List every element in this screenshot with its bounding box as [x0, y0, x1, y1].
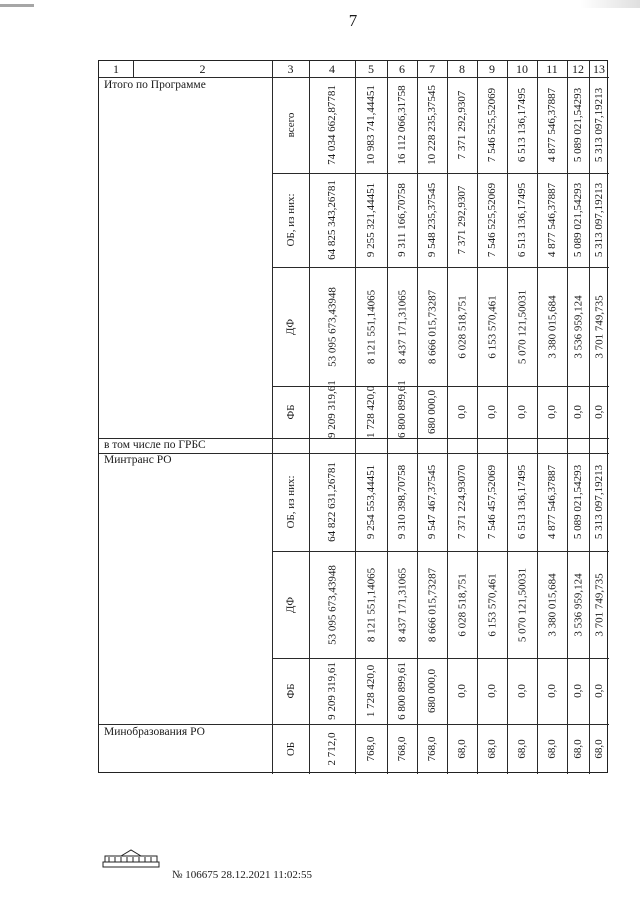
- value-cell: 8 437 171,31065: [396, 289, 408, 364]
- value-cell: 9 254 553,44451: [365, 464, 377, 540]
- value-cell: 4 877 546,37887: [546, 182, 558, 258]
- column-header: 4: [329, 62, 335, 76]
- value-cell: 6 513 136,17495: [516, 464, 528, 540]
- row-label: ФБ: [284, 404, 297, 420]
- value-cell: 8 666 015,73287: [426, 567, 438, 642]
- value-cell: 9 310 398,70758: [396, 464, 408, 540]
- value-cell: 768,0: [365, 736, 377, 762]
- value-cell: 53 095 673,43948: [326, 286, 338, 367]
- value-cell: 7 546 457,52069: [486, 464, 498, 540]
- column-divider: [272, 61, 273, 774]
- column-header: 9: [489, 62, 495, 76]
- column-divider: [537, 61, 538, 774]
- value-cell: 6 513 136,17495: [516, 182, 528, 258]
- column-header: 7: [429, 62, 435, 76]
- section-divider: [99, 453, 609, 454]
- value-cell: 0,0: [546, 684, 558, 698]
- value-cell: 10 983 741,44451: [365, 85, 377, 165]
- column-divider: [507, 61, 508, 774]
- column-divider: [309, 61, 310, 774]
- row-label: ДФ: [284, 596, 297, 613]
- value-cell: 53 095 673,43948: [326, 564, 338, 645]
- value-cell: 9 548 235,37545: [426, 182, 438, 258]
- value-cell: 9 209 319,61: [326, 380, 338, 438]
- value-cell: 5 313 097,19213: [593, 182, 605, 258]
- document-datetime: 28.12.2021 11:02:55: [221, 869, 312, 881]
- value-cell: 680 000,0: [426, 390, 438, 434]
- section-title-total: Итого по Программе: [104, 79, 206, 91]
- value-cell: 3 380 015,684: [546, 294, 558, 359]
- value-cell: 4 877 546,37887: [546, 87, 558, 163]
- value-cell: 0,0: [572, 405, 584, 419]
- value-cell: 768,0: [426, 736, 438, 762]
- value-cell: 5 313 097,19213: [593, 464, 605, 540]
- value-cell: 3 536 959,124: [572, 572, 584, 637]
- value-cell: 0,0: [516, 405, 528, 419]
- value-cell: 6 028 518,751: [456, 572, 468, 637]
- value-cell: 0,0: [593, 405, 605, 419]
- value-cell: 6 153 570,461: [486, 294, 498, 359]
- value-cell: 1 728 420,0: [365, 664, 377, 718]
- column-header: 8: [459, 62, 465, 76]
- section-title-grbs: в том числе по ГРБС: [104, 439, 206, 451]
- column-header: 2: [199, 62, 206, 76]
- value-cell: 68,0: [516, 739, 528, 759]
- column-divider: [447, 61, 448, 774]
- value-cell: 68,0: [546, 739, 558, 759]
- value-cell: 9 311 166,70758: [396, 183, 408, 257]
- column-divider: [589, 61, 590, 774]
- value-cell: 3 380 015,684: [546, 572, 558, 637]
- value-cell: 16 112 066,31758: [396, 85, 408, 165]
- column-divider: [355, 61, 356, 774]
- value-cell: 7 371 224,93070: [456, 464, 468, 540]
- document-stamp: [172, 869, 312, 881]
- value-cell: 0,0: [456, 684, 468, 698]
- column-header: 1: [113, 62, 119, 76]
- value-cell: 9 547 467,37545: [426, 464, 438, 540]
- column-header: 5: [368, 62, 374, 76]
- value-cell: 3 701 749,735: [593, 572, 605, 637]
- value-cell: 5 313 097,19213: [593, 87, 605, 163]
- column-divider: [387, 61, 388, 774]
- row-label: ФБ: [284, 683, 297, 699]
- value-cell: 68,0: [456, 739, 468, 759]
- value-cell: 0,0: [486, 405, 498, 419]
- value-cell: 5 089 021,54293: [572, 464, 584, 540]
- section-title-mintrans: Минтранс РО: [104, 454, 172, 466]
- value-cell: 64 825 343,26781: [326, 180, 338, 260]
- value-cell: 64 822 631,26781: [326, 462, 338, 542]
- row-label: ОБ, из них:: [284, 475, 297, 529]
- value-cell: 74 034 662,87781: [326, 85, 338, 165]
- value-cell: 0,0: [456, 405, 468, 419]
- value-cell: 0,0: [486, 684, 498, 698]
- value-cell: 68,0: [572, 739, 584, 759]
- column-header: 10: [516, 62, 528, 76]
- scan-artifact: [0, 4, 34, 7]
- row-label: ОБ, из них:: [284, 193, 297, 247]
- row-label: ОБ: [284, 741, 297, 757]
- column-header: 6: [399, 62, 405, 76]
- document-number: № 106675: [172, 869, 219, 881]
- value-cell: 8 121 551,14065: [365, 567, 377, 642]
- section-title-minobr: Минобразования РО: [104, 726, 205, 738]
- value-cell: 7 546 525,52069: [486, 182, 498, 258]
- value-cell: 680 000,0: [426, 669, 438, 713]
- value-cell: 0,0: [546, 405, 558, 419]
- header-divider: [99, 77, 609, 78]
- budget-table: [98, 60, 608, 773]
- column-divider: [417, 61, 418, 774]
- value-cell: 8 666 015,73287: [426, 289, 438, 364]
- value-cell: 10 228 235,37545: [426, 85, 438, 165]
- row-label: всего: [284, 112, 297, 138]
- row-label: ДФ: [284, 318, 297, 335]
- value-cell: 0,0: [593, 684, 605, 698]
- value-cell: 68,0: [486, 739, 498, 759]
- value-cell: 9 209 319,61: [326, 662, 338, 720]
- column-header: 13: [593, 62, 605, 76]
- column-header: 3: [287, 62, 294, 76]
- page-number: 7: [348, 11, 358, 30]
- value-cell: 1 728 420,0: [365, 385, 377, 438]
- value-cell: 4 877 546,37887: [546, 464, 558, 540]
- value-cell: 3 536 959,124: [572, 294, 584, 359]
- value-cell: 68,0: [593, 739, 605, 759]
- value-cell: 5 070 121,50031: [516, 289, 528, 364]
- value-cell: 0,0: [572, 684, 584, 698]
- value-cell: 0,0: [516, 684, 528, 698]
- section-divider: [99, 724, 609, 725]
- value-cell: 768,0: [396, 736, 408, 762]
- value-cell: 6 153 570,461: [486, 572, 498, 637]
- value-cell: 6 513 136,17495: [516, 87, 528, 163]
- value-cell: 3 701 749,735: [593, 294, 605, 359]
- value-cell: 9 255 321,44451: [365, 182, 377, 258]
- value-cell: 5 070 121,50031: [516, 567, 528, 642]
- value-cell: 5 089 021,54293: [572, 182, 584, 258]
- value-cell: 8 437 171,31065: [396, 567, 408, 642]
- value-cell: 2 712,0: [326, 732, 338, 766]
- value-cell: 5 089 021,54293: [572, 87, 584, 163]
- value-cell: 6 800 899,61: [396, 380, 408, 438]
- scan-artifact: [580, 0, 640, 8]
- value-cell: 7 371 292,9307: [456, 185, 468, 255]
- column-divider: [567, 61, 568, 774]
- value-cell: 7 371 292,9307: [456, 90, 468, 160]
- value-cell: 7 546 525,52069: [486, 87, 498, 163]
- value-cell: 8 121 551,14065: [365, 289, 377, 364]
- building-logo-icon: [101, 848, 161, 868]
- column-divider: [477, 61, 478, 774]
- value-cell: 6 800 899,61: [396, 662, 408, 720]
- column-header: 12: [572, 62, 584, 76]
- column-header: 11: [546, 62, 558, 76]
- value-cell: 6 028 518,751: [456, 294, 468, 359]
